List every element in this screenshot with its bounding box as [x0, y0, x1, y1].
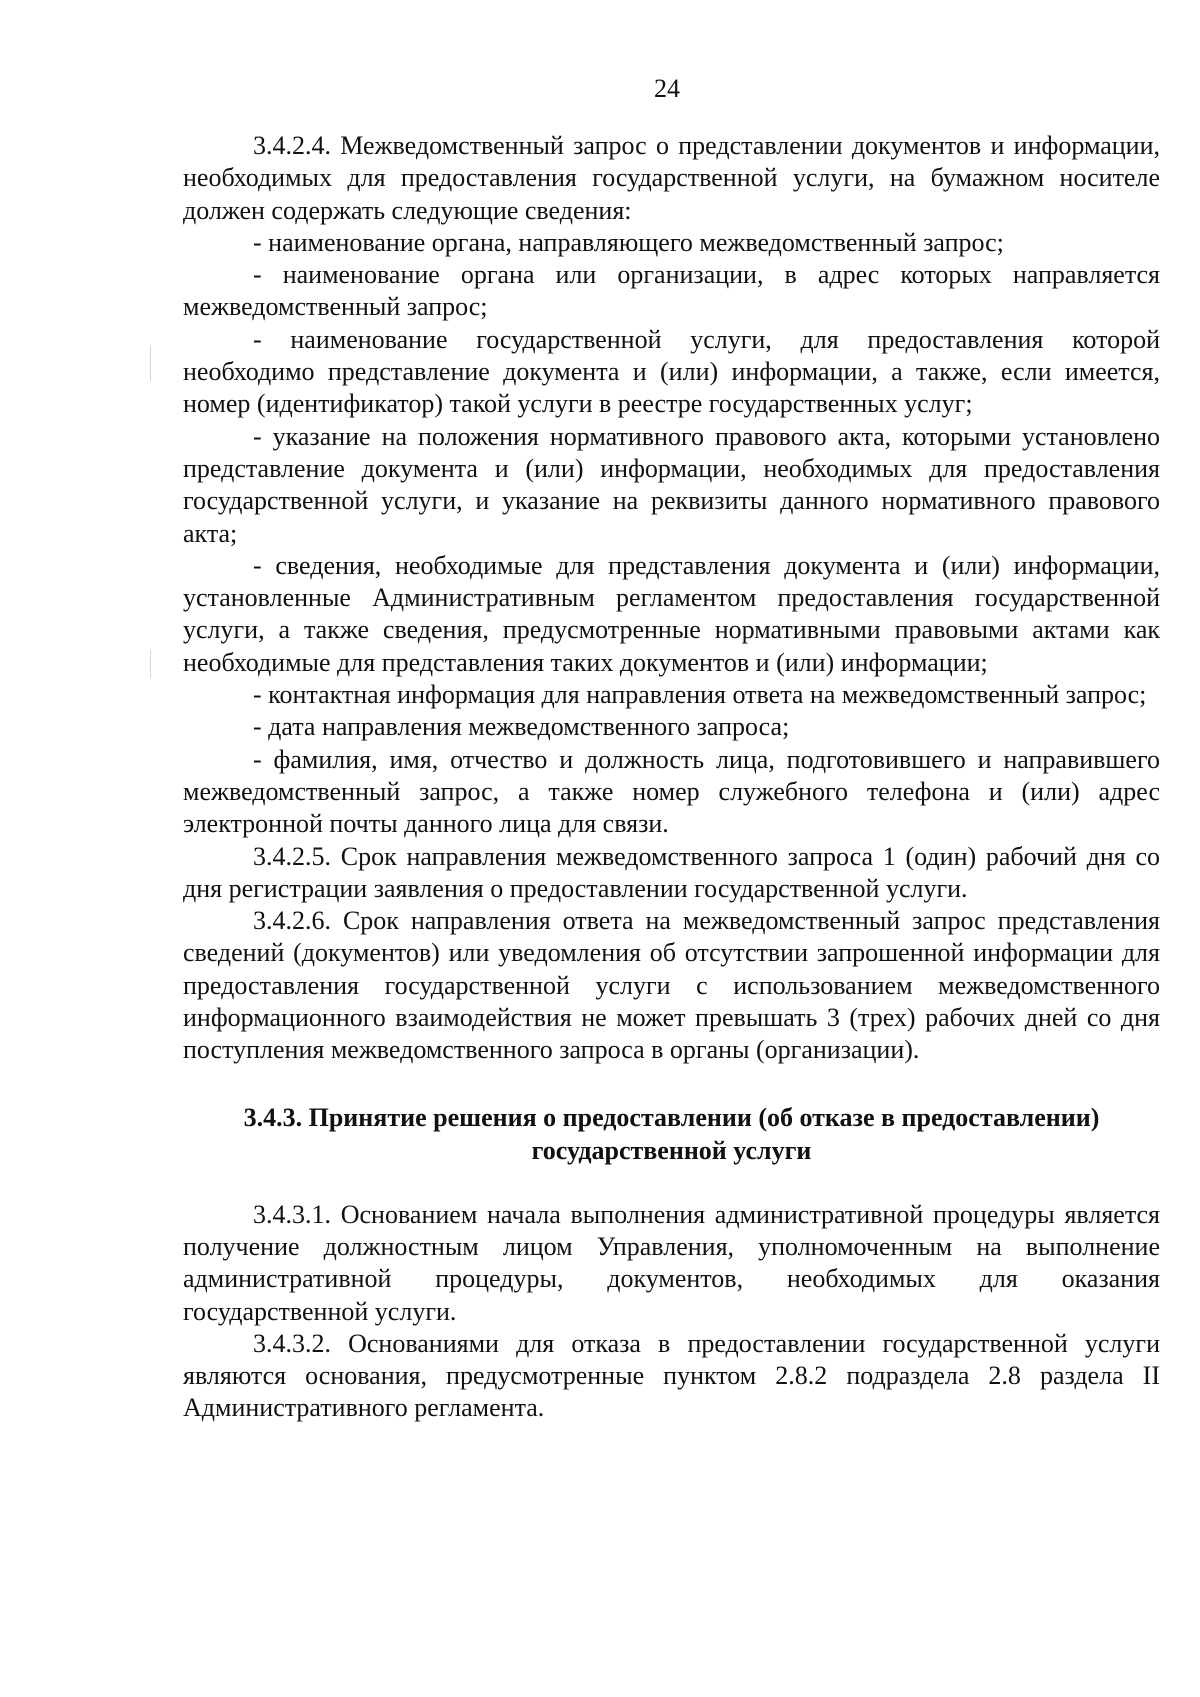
list-item-request-date: - дата направления межведомственного запроса;: [253, 712, 790, 742]
list-item-service-name: - наименование государственной услуги, для предоставления которой необходимо представление документа и (или) информации, а также, если имеется, номер (идентификатор) такой услуги в реестре государственных услуг;: [183, 324, 1160, 419]
paragraph-3-4-2-4: 3.4.2.4. Межведомственный запрос о представлении документов и информации, необходимых для предоставления государственной услуги, на бумажном носителе должен содержать следующие сведения:: [183, 131, 1160, 225]
scan-margin-mark: [150, 650, 151, 678]
page-number: 24: [654, 74, 680, 103]
document-body: [183, 130, 1160, 1425]
paragraph-3-4-3-2: 3.4.3.2. Основаниями для отказа в предоставлении государственной услуги являются основания, предусмотренные пунктом 2.8.2 подраздела 2.8 раздела II Административного регламента.: [183, 1328, 1160, 1423]
list-item-requesting-body: - наименование органа, направляющего межведомственный запрос;: [253, 227, 1004, 257]
scan-margin-mark: [150, 345, 151, 381]
list-item-legal-act: - указание на положения нормативного правового акта, которыми установлено представление документа и (или) информации, необходимых для предоставления государственной услуги, и указание на реквизиты данного нормативного правового акта;: [183, 421, 1160, 548]
paragraph-3-4-3-1: 3.4.3.1. Основанием начала выполнения административной процедуры является получение должностным лицом Управления, уполномоченным на выполнение административной процедуры, документов, необходимых для оказания государственной услуги.: [183, 1199, 1160, 1326]
paragraph-3-4-2-6: 3.4.2.6. Срок направления ответа на межведомственный запрос представления сведений (документов) или уведомления об отсутствии запрошенной информации для предоставления государственной услуги с использованием межведомственного информационного взаимодействия не может превышать 3 (трех) рабочих дней со дня поступления межведомственного запроса в органы (организации).: [183, 906, 1160, 1065]
section-heading-3-4-3: 3.4.3. Принятие решения о предоставлении (об отказе в предоставлении) государственной услуги: [243, 1102, 1100, 1165]
list-item-responsible-person: - фамилия, имя, отчество и должность лица, подготовившего и направившего межведомственный запрос, а также номер служебного телефона и (или) адрес электронной почты данного лица для связи.: [183, 744, 1160, 839]
list-item-contact-info: - контактная информация для направления ответа на межведомственный запрос;: [253, 680, 1147, 710]
paragraph-3-4-2-5: 3.4.2.5. Срок направления межведомственного запроса 1 (один) рабочий дня со дня регистрации заявления о предоставлении государственной услуги.: [183, 841, 1160, 903]
list-item-required-info: - сведения, необходимые для представления документа и (или) информации, установленные Административным регламентом предоставления государственной услуги, а также сведения, предусмотренные нормативными правовыми актами как необходимые для представления таких документов и (или) информации;: [183, 550, 1160, 677]
list-item-addressee-body: - наименование органа или организации, в адрес которых направляется межведомственный запрос;: [183, 260, 1160, 322]
